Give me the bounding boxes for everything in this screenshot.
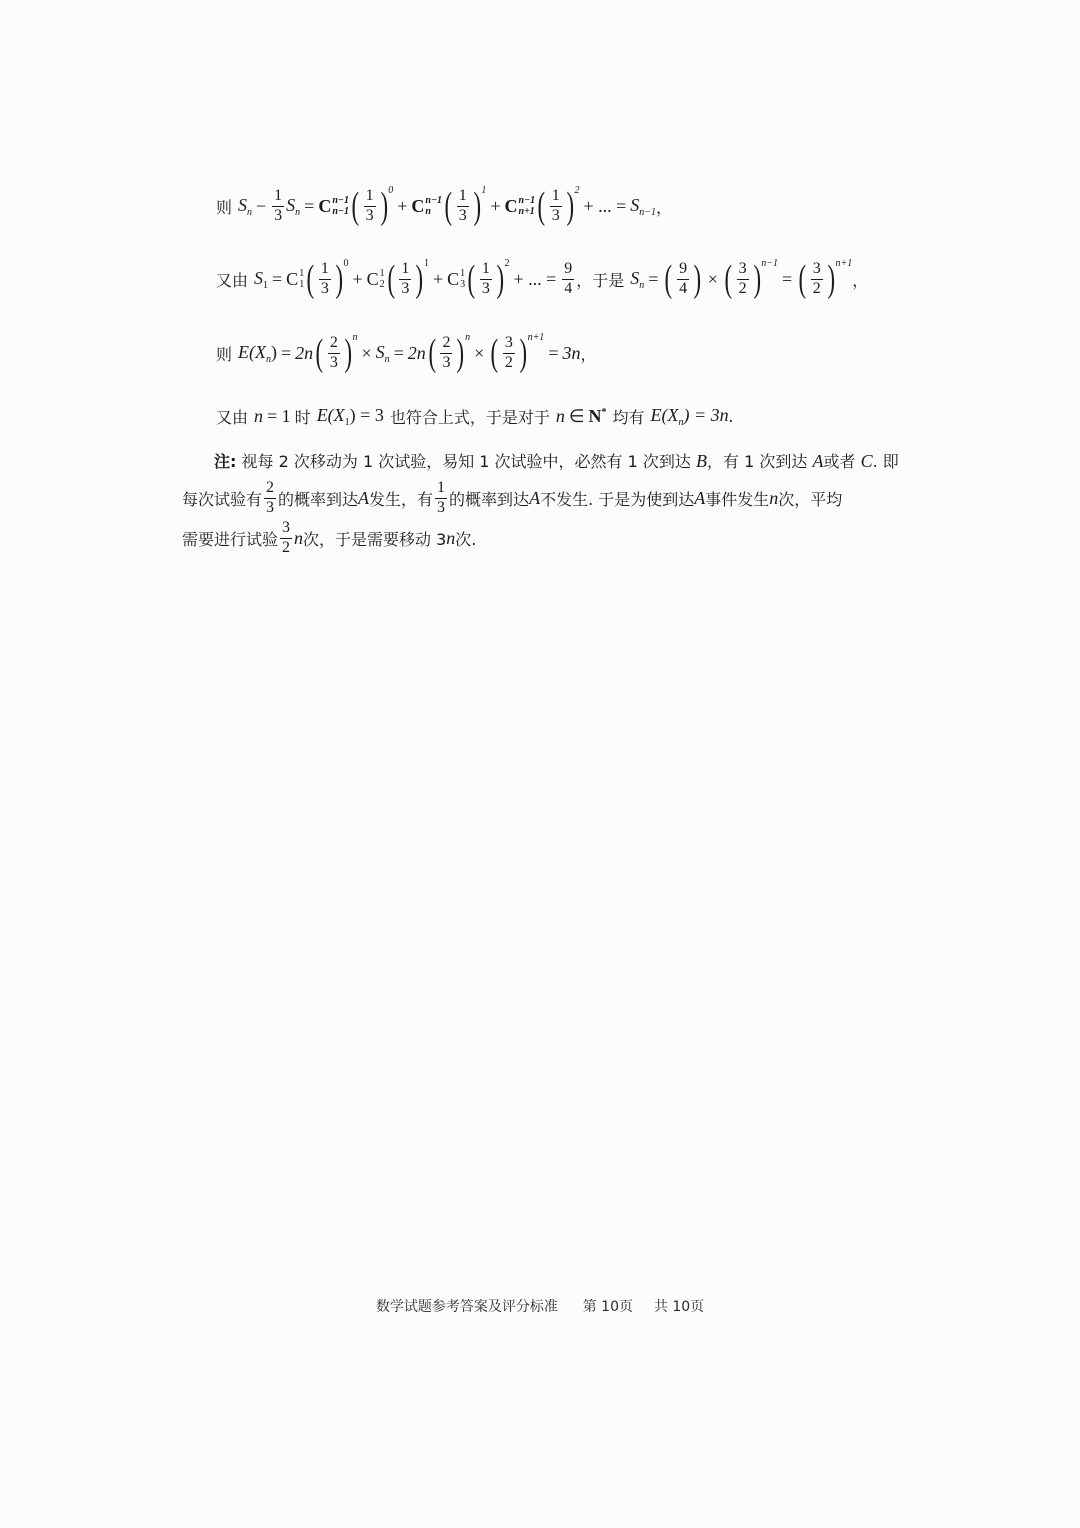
var-n: n (254, 406, 264, 426)
punctuation: ， (580, 344, 597, 364)
plus-sign: + (397, 195, 408, 216)
text-prefix: 则 (216, 344, 233, 364)
var-n: n (446, 527, 456, 548)
binomial-term-2: C 1 2 (366, 268, 385, 290)
plus-sign: + (352, 268, 363, 289)
fraction: $\frac{1}{3}$ (274, 186, 283, 224)
fraction: $\frac{2}{3}$ (266, 479, 275, 516)
equals-sign: = (304, 195, 315, 216)
note-text: 不发生. 于是为使到达 (540, 489, 695, 509)
note-text: 事件发生 (705, 489, 770, 509)
expectation: $E(X_1) = 3$ (316, 405, 384, 428)
equals-sign: = (281, 342, 292, 363)
footer-page-number: 第 10页 (582, 1299, 633, 1315)
text-prefix: 又由 (216, 270, 249, 290)
equals-one: = 1 (267, 406, 291, 426)
text-prefix: 则 (216, 197, 233, 217)
note-text: 或者 (823, 452, 856, 471)
minus-sign: − (256, 195, 267, 216)
paren-fraction: ( $\frac{1}{3}$ ) 2 (537, 185, 580, 227)
natural-numbers: N* (588, 406, 607, 426)
punctuation: ， (852, 270, 869, 290)
note-text: 视每 2 次移动为 1 次试验，易知 1 次试验中，必然有 1 次到达 (241, 452, 691, 471)
equals-sign: = (393, 342, 404, 363)
point-a: A (694, 487, 706, 508)
text: 时 (294, 408, 311, 427)
note-text: 次，平均 (778, 489, 843, 509)
page-footer (0, 1296, 1080, 1316)
note-line-2 (182, 480, 902, 517)
ellipsis-sum: + ... = (583, 195, 627, 216)
plus-sign: + (490, 195, 501, 216)
var-n: n (294, 527, 304, 548)
expectation: $E(X_n) = 3n$ (650, 405, 729, 428)
text-connector: ，于是 (576, 270, 625, 290)
equation-line-2 (216, 260, 868, 298)
paren-fraction: ( $\frac{1}{3}$ ) 1 (444, 185, 487, 227)
times-sign: × (707, 268, 718, 289)
paren-fraction: ( $\frac{2}{3}$ ) n (315, 332, 358, 374)
var-s: $S_1$ (254, 267, 269, 291)
binomial-term-1: C n−1 n−1 (318, 195, 349, 217)
footer-total-pages: 共 10页 (653, 1299, 705, 1315)
point-a: A (529, 487, 541, 508)
punctuation: ， (656, 197, 673, 217)
var-s: $S_n$ (286, 194, 301, 218)
var-s: $S_n$ (375, 341, 390, 365)
equation-line-1 (216, 187, 672, 225)
point-a: A (358, 487, 370, 508)
binomial-term-2: C n−1 n (411, 195, 443, 217)
equals-sign: = (648, 268, 659, 289)
text: 均有 (612, 408, 645, 427)
var-n: n (769, 487, 779, 508)
note-line-3 (182, 520, 902, 557)
binomial-term-1: C 1 1 (286, 268, 305, 290)
note-text: 发生，有 (369, 489, 434, 509)
point-b: B (696, 451, 708, 471)
ellipsis-sum: + ... = (513, 268, 557, 289)
times-sign: × (474, 342, 485, 363)
note-text: . 即 (872, 452, 899, 471)
note-text: 次. (455, 529, 477, 549)
paren-fraction: ( $\frac{3}{2}$ ) n+1 (798, 258, 853, 300)
paren-fraction: ( $\frac{2}{3}$ ) n (428, 332, 471, 374)
equals-sign: = (781, 268, 793, 289)
footer-title: 数学试题参考答案及评分标准 (375, 1299, 558, 1315)
note-line-1 (182, 449, 902, 472)
binomial-term-3: C n−1 n+1 (504, 195, 536, 217)
equals-sign: = (272, 268, 283, 289)
paren-fraction: ( $\frac{1}{3}$ ) 0 (351, 185, 394, 227)
note-text: 次，于是需要移动 3 (303, 529, 447, 549)
punctuation: . (728, 406, 734, 426)
equation-line-3 (216, 334, 596, 372)
times-sign: × (361, 342, 372, 363)
note-text: 每次试验有 (182, 489, 263, 509)
fraction: $\frac{3}{2}$ (282, 519, 291, 556)
var-s: $S_n$ (630, 267, 645, 291)
fraction-result: $\frac{9}{4}$ (564, 259, 573, 297)
coefficient: 2n (407, 342, 426, 363)
note-text: 的概率到达 (278, 489, 359, 509)
paren-fraction: ( $\frac{1}{3}$ ) 1 (387, 258, 429, 300)
note-label: 注: (214, 452, 237, 471)
plus-sign: + (432, 268, 444, 289)
point-a: A (812, 451, 824, 471)
expectation: $E(X_n)$ (238, 341, 277, 365)
paren-fraction: ( $\frac{1}{3}$ ) 0 (306, 258, 349, 300)
paren-fraction: ( $\frac{9}{4}$ ) (664, 258, 702, 300)
note-text: 的概率到达 (449, 489, 530, 509)
paren-fraction: ( $\frac{1}{3}$ ) 2 (467, 258, 510, 300)
note-text: ，有 1 次到达 (707, 452, 808, 471)
equation-line-4 (216, 405, 733, 428)
paren-fraction: ( $\frac{3}{2}$ ) n−1 (724, 258, 778, 300)
text: 又由 (216, 408, 249, 427)
equals-sign: = (548, 342, 559, 363)
point-c: C (860, 451, 873, 471)
var-s: $S_{n-1}$ (630, 194, 657, 218)
note-text: 需要进行试验 (182, 529, 279, 549)
var-n: n (555, 406, 565, 426)
element-of-sign: ∈ (568, 406, 585, 426)
text: 也符合上式，于是对于 (389, 408, 550, 427)
var-s: $S_n$ (238, 194, 253, 218)
paren-fraction: ( $\frac{3}{2}$ ) n+1 (490, 332, 545, 374)
fraction: $\frac{1}{3}$ (437, 479, 446, 516)
coefficient: 2n (295, 342, 314, 363)
result: 3n (562, 342, 581, 363)
binomial-term-3: C 1 3 (447, 268, 466, 290)
